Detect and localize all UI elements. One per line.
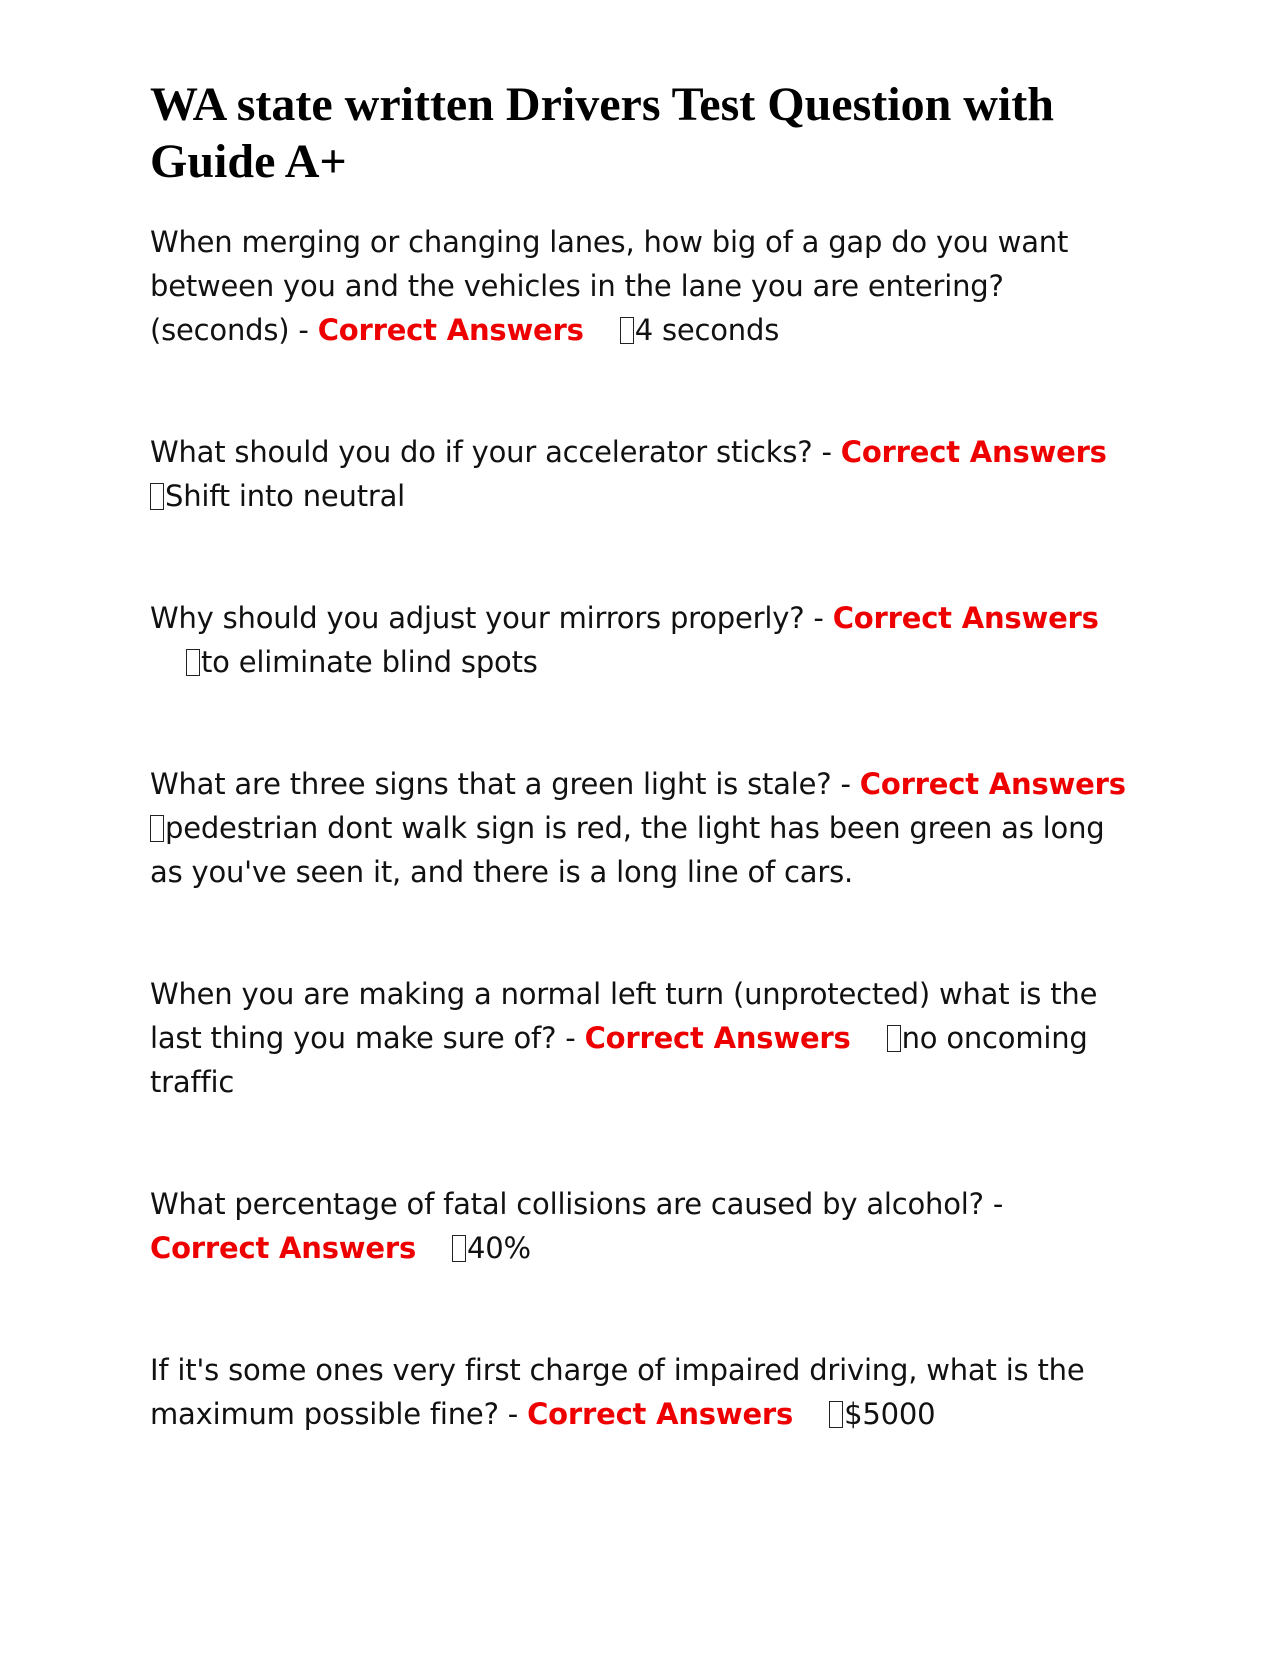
- missing-glyph-box-icon: [829, 1401, 843, 1428]
- separator: -: [498, 1397, 528, 1431]
- question-text: What percentage of fatal collisions are caused by alcohol?: [150, 1187, 984, 1221]
- qa-item-5: [150, 972, 1130, 1104]
- answer-text: pedestrian dont walk sign is red, the light has been green as long as you've seen it, and there is a long line of cars.: [150, 811, 1105, 889]
- question-text: When you are making a normal left turn (unprotected) what is the last thing you make sure of?: [150, 977, 1098, 1055]
- missing-glyph-box-icon: [620, 317, 634, 344]
- correct-answers-label: Correct Answers: [317, 313, 584, 347]
- qa-item-1: [150, 220, 1130, 352]
- missing-glyph-box-icon: [452, 1235, 466, 1262]
- missing-glyph-box-icon: [186, 649, 200, 676]
- question-text: What should you do if your accelerator sticks?: [150, 435, 813, 469]
- document-content: [150, 76, 1130, 1436]
- missing-glyph-box-icon: [887, 1025, 901, 1052]
- missing-glyph-box-icon: [150, 815, 164, 842]
- answer-text: no oncoming traffic: [150, 1021, 1088, 1099]
- answer-text: to eliminate blind spots: [201, 645, 538, 679]
- correct-answers-label: Correct Answers: [832, 601, 1099, 635]
- qa-item-7: [150, 1348, 1130, 1436]
- question-text: What are three signs that a green light is stale?: [150, 767, 832, 801]
- separator: -: [556, 1021, 585, 1055]
- qa-item-6: [150, 1182, 1130, 1270]
- answer-text: 40%: [467, 1231, 531, 1265]
- qa-item-3: [150, 596, 1130, 684]
- qa-item-2: [150, 430, 1130, 518]
- question-text: If it's some ones very first charge of impaired driving, what is the maximum possible fine?: [150, 1353, 1085, 1431]
- correct-answers-label: Correct Answers: [527, 1397, 794, 1431]
- separator: -: [812, 435, 841, 469]
- question-text: Why should you adjust your mirrors properly?: [150, 601, 805, 635]
- answer-text: $5000: [844, 1397, 936, 1431]
- document-title: WA state written Drivers Test Question with Guide A+: [150, 78, 1054, 188]
- separator: -: [289, 313, 318, 347]
- separator: -: [804, 601, 833, 635]
- correct-answers-label: Correct Answers: [859, 767, 1126, 801]
- answer-text: 4 seconds: [634, 313, 780, 347]
- correct-answers-label: Correct Answers: [150, 1231, 417, 1265]
- separator: -: [983, 1187, 1004, 1221]
- qa-item-4: [150, 762, 1130, 894]
- answer-text: Shift into neutral: [165, 479, 406, 513]
- separator: -: [831, 767, 860, 801]
- correct-answers-label: Correct Answers: [840, 435, 1107, 469]
- correct-answers-label: Correct Answers: [584, 1021, 851, 1055]
- question-text: When merging or changing lanes, how big of a gap do you want between you and the vehicles in the lane you are entering? (seconds): [150, 225, 1069, 347]
- missing-glyph-box-icon: [150, 483, 164, 510]
